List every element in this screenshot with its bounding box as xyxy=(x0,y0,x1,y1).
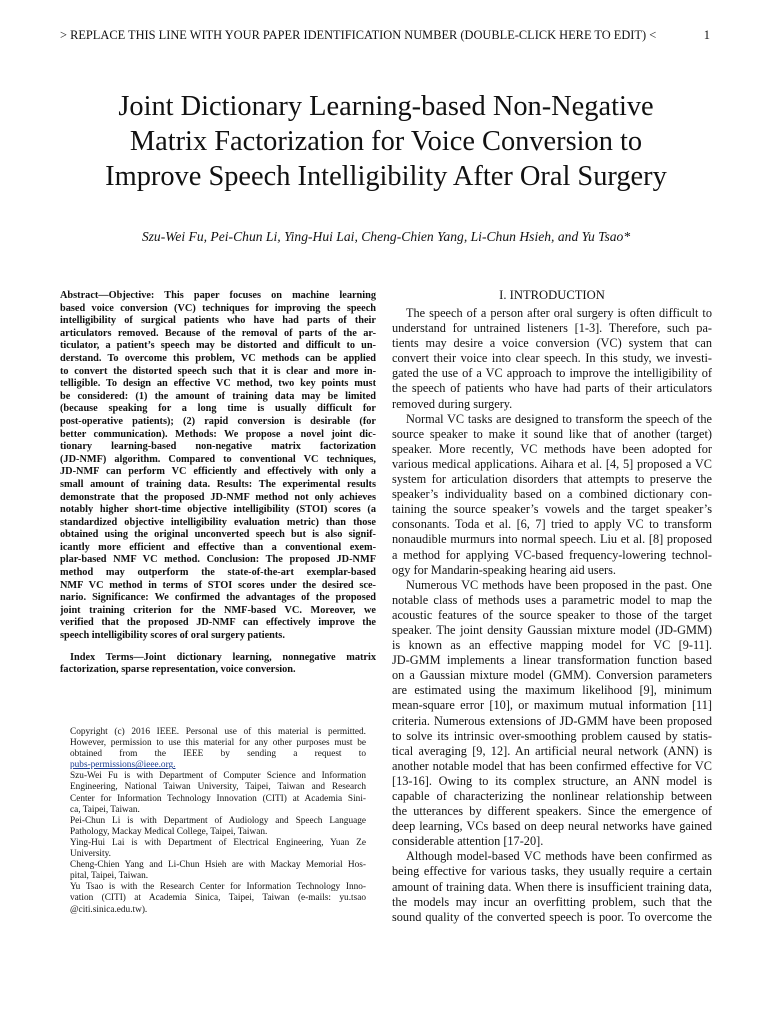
footnote-line: University. xyxy=(70,849,111,860)
abstract-line: nario. Significance: We confirmed the advantages of the proposed xyxy=(60,592,376,604)
title-line: Joint Dictionary Learning-based Non-Negative xyxy=(118,91,654,122)
index-terms-line: factorization, sparse representation, voice conversion. xyxy=(60,664,296,676)
footnote-line: Ying-Hui Lai is with Department of Electrical Engineering, Yuan Ze xyxy=(70,837,366,848)
body-line: tients may desire a voice conversion (VC) system that can xyxy=(392,336,712,351)
abstract-line: small amount of training data. Results: The experimental results xyxy=(60,478,376,490)
footnote-line: Pathology, Mackay Medical College, Taipei, Taiwan. xyxy=(70,826,268,837)
body-line: another notable model that has been confirmed effective for VC xyxy=(392,758,712,773)
abstract-line: JD-NMF can perform VC efficiently and effectively with only a xyxy=(60,466,376,478)
footnote-line: Szu-Wei Fu is with Department of Computer Science and Information xyxy=(70,771,366,782)
body-line: is known as an effective mapping model for VC [9-11]. xyxy=(392,638,712,653)
abstract-line: articulators removed. Because of the removal of parts of the ar- xyxy=(60,327,376,339)
left-column xyxy=(60,290,376,677)
footnote-line: Center for Information Technology Innovation (CITI) at Academia Sini- xyxy=(70,793,366,804)
abstract-line: post-operative patients); (2) rapid conversion is desirable (for xyxy=(60,415,376,427)
body-line: on a Gaussian mixture model (GMM). Conversion parameters xyxy=(392,668,712,683)
abstract-line: NMF VC method in terms of STOI scores under the desired sce- xyxy=(60,579,376,591)
abstract-line: method may outperform the state-of-the-art exemplar-based xyxy=(60,567,376,579)
abstract-line: Abstract—Objective: This paper focuses on machine learning xyxy=(60,290,376,301)
footnote-line: Cheng-Chien Yang and Li-Chun Hsieh are with Mackay Memorial Hos- xyxy=(70,860,366,871)
body-line: The speech of a person after oral surgery is often difficult to xyxy=(406,306,712,320)
footnote xyxy=(70,727,366,916)
index-terms-line: Index Terms—Joint dictionary learning, nonnegative matrix xyxy=(70,651,376,663)
abstract-line: notably higher short-time objective intelligibility (STOI) scores (a xyxy=(60,504,376,516)
body-line: notable class of methods uses a parametric model to map the xyxy=(392,592,712,607)
body-line: ogy for Mandarin-speaking hearing aid users. xyxy=(392,562,617,577)
running-header xyxy=(60,25,712,45)
abstract-line: better communication). Methods: We propose a novel joint dic- xyxy=(60,428,376,440)
body-line: sound quality of the converted speech is poor. To overcome the xyxy=(392,909,712,924)
body-line: being effective for various tasks, they usually require a certain xyxy=(392,864,712,879)
right-column xyxy=(392,286,712,925)
abstract xyxy=(60,290,376,643)
header-text: > REPLACE THIS LINE WITH YOUR PAPER IDENTIFICATION NUMBER (DOUBLE-CLICK HERE TO EDIT) < xyxy=(60,28,657,42)
abstract-line: intelligibility of surgical patients who have had parts of their xyxy=(60,315,376,327)
abstract-line: joint training criterion for the NMF-based VC. Moreover, we xyxy=(60,604,376,616)
footnote-line: vation (CITI) at Academia Sinica, Taipei, Taiwan (e-mails: yu.tsao xyxy=(70,893,366,904)
footnote-line: However, permission to use this material for any other purposes must be xyxy=(70,738,366,749)
abstract-line: based voice conversion (VC) techniques for improving the speech xyxy=(60,302,376,314)
footnote-line: obtained from the IEEE by sending a request to xyxy=(70,749,366,760)
body-line: the models may incur an overfitting problem, such that the xyxy=(392,894,712,909)
body-line: acoustic features of the source speaker to those of the target xyxy=(392,607,712,622)
body-line: a method for applying VC-based frequency-lowering technol- xyxy=(392,547,712,562)
page-number: 1 xyxy=(703,28,710,42)
abstract-line: demonstrate that the proposed JD-NMF method not only achieves xyxy=(60,491,376,503)
body-line: source speaker to make it sound like that of another (target) xyxy=(392,426,712,441)
footnote-line: Engineering, National Taiwan University, Taipei, Taiwan and Research xyxy=(70,782,366,793)
section-heading: I. INTRODUCTION xyxy=(499,288,605,302)
body-line: speaker’s individuality based on a combined dictionary con- xyxy=(392,487,712,502)
body-line: [13-16]. Owing to its complex structure, an ANN model is xyxy=(392,773,712,788)
title-line: Matrix Factorization for Voice Conversion to xyxy=(129,126,643,157)
footnote-line: Copyright (c) 2016 IEEE. Personal use of this material is permitted. xyxy=(70,727,366,737)
author-list: Szu-Wei Fu, Pei-Chun Li, Ying-Hui Lai, Cheng-Chien Yang, Li-Chun Hsieh, and Yu Tsao* xyxy=(141,229,631,244)
footnote-email-link[interactable]: pubs-permissions@ieee.org. xyxy=(70,760,176,771)
body-line: tical averaging [9, 12]. An artificial neural network (ANN) is xyxy=(392,743,712,758)
body-line: Although model-based VC methods have been confirmed as xyxy=(406,849,712,864)
abstract-line: ticulator, a patient’s speech may be distorted and difficult to un- xyxy=(60,340,376,352)
introduction-body xyxy=(392,306,712,925)
footnote-line: pital, Taipei, Taiwan. xyxy=(70,871,149,882)
body-line: system for articulation disorders that attempts to preserve the xyxy=(392,472,712,487)
body-line: speaker. The joint density Gaussian mixture model (JD-GMM) xyxy=(392,622,712,637)
body-line: gated the use of a VC approach to improve the intelligibility of xyxy=(392,366,712,381)
body-line: are estimated using the maximum likelihood [9], minimum xyxy=(392,683,712,698)
body-line: the speech of patients who have had parts of their articulators xyxy=(392,381,712,396)
abstract-line: be considered: (1) the amount of training data may be limited xyxy=(60,390,376,402)
abstract-line: to convert the distorted speech such that it is clear and more in- xyxy=(60,365,376,377)
abstract-line: obtained using the original unconverted speech but is also signif- xyxy=(60,529,376,541)
body-line: deep learning, VCs based on deep neural networks have gained xyxy=(392,819,712,834)
body-line: understand for untrained listeners [1-3]. Therefore, such pa- xyxy=(392,321,712,336)
body-line: mean-square error [10], or maximum mutual information [11] xyxy=(392,698,712,713)
body-line: Numerous VC methods have been proposed in the past. One xyxy=(406,577,712,592)
body-line: capable of characterizing the nonlinear relationship between xyxy=(392,789,712,803)
body-line: removed during surgery. xyxy=(392,396,513,411)
abstract-line: standardized objective intelligibility evaluation metric) than those xyxy=(60,516,376,528)
body-line: nonaudible murmurs into normal speech. Liu et al. [8] proposed xyxy=(392,532,712,547)
abstract-line: telligible. To design an effective VC method, two key points must xyxy=(60,378,376,390)
body-line: criteria. Numerous extensions of JD-GMM have been proposed xyxy=(392,713,712,728)
body-line: convert their voice into clear speech. In this study, we investi- xyxy=(392,351,712,366)
abstract-line: (JD-NMF) algorithm. Compared to conventional VC techniques, xyxy=(60,453,376,465)
title-line: Improve Speech Intelligibility After Oral Surgery xyxy=(105,161,667,192)
index-terms xyxy=(60,652,376,677)
abstract-line: (because speaking for a long time is usually difficult for xyxy=(60,403,376,415)
abstract-line: tionary learning-based non-negative matrix factorization xyxy=(60,441,376,453)
body-line: the utterances by different speakers. Since the emergence of xyxy=(392,804,712,819)
paper-title xyxy=(60,89,712,194)
body-line: Normal VC tasks are designed to transform the speech of the xyxy=(406,411,712,426)
footnote-line: Pei-Chun Li is with Department of Audiology and Speech Language xyxy=(70,815,366,826)
body-line: consonants. Toda et al. [6, 7] tried to apply VC to transform xyxy=(392,517,712,532)
abstract-line: derstand. To overcome this problem, VC methods can be applied xyxy=(60,352,376,364)
body-line: various medical applications. Aihara et al. [4, 5] proposed a VC xyxy=(392,456,712,471)
body-line: to solve its intrinsic over-smoothing problem caused by statis- xyxy=(392,728,712,743)
abstract-line: plar-based NMF VC method. Conclusion: The proposed JD-NMF xyxy=(60,554,376,566)
body-line: taining the source speaker’s vowels and the target speaker’s xyxy=(392,502,712,517)
footnote-line: @citi.sinica.edu.tw). xyxy=(70,904,148,915)
body-line: considerable attention [17-20]. xyxy=(392,834,544,849)
body-line: JD-GMM implements a linear transformation function based xyxy=(392,653,712,668)
body-line: speaker. More recently, VC methods have been adopted for xyxy=(392,441,712,456)
body-line: amount of training data. When there is insufficient training data, xyxy=(392,879,712,894)
footnote-line: ca, Taipei, Taiwan. xyxy=(70,804,140,815)
abstract-line: icantly more efficient and effective than a conventional exem- xyxy=(60,541,376,553)
abstract-line: verified that the proposed JD-NMF can effectively improve the xyxy=(60,617,376,629)
footnote-line: Yu Tsao is with the Research Center for Information Technology Inno- xyxy=(70,882,366,893)
abstract-line: speech intelligibility scores of oral surgery patients. xyxy=(60,630,285,642)
